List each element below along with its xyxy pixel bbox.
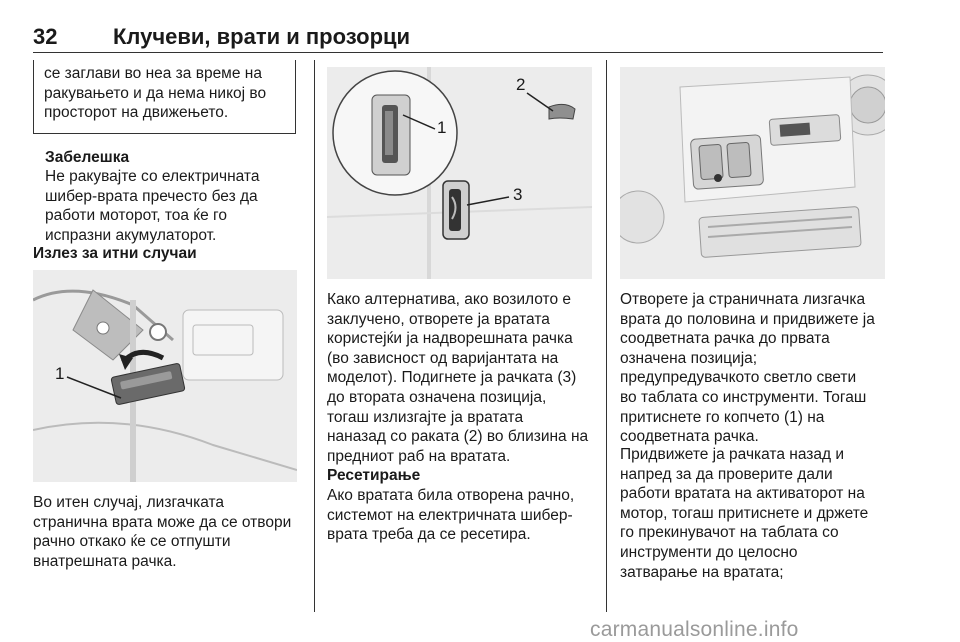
paragraph-line: внатрешната рачка. <box>33 552 177 570</box>
note-line: шибер-врата пречесто без да <box>45 187 258 205</box>
note-line: Не ракувајте со електричната <box>45 168 260 185</box>
column-divider-left <box>314 60 315 612</box>
paragraph-line: (во зависност од варијантата на <box>327 349 559 367</box>
reset-paragraph <box>327 486 607 545</box>
note-body <box>45 167 305 245</box>
warning-line: се заглави во неа за време на <box>44 65 262 82</box>
paragraph-line: странична врата може да се отвори <box>33 513 292 531</box>
note-heading: Забелешка <box>45 149 130 166</box>
section-heading: Излез за итни случаи <box>33 245 197 262</box>
paragraph-line: напред за да проверите дали <box>620 465 833 483</box>
page-header <box>33 24 883 53</box>
paragraph-line: користејќи ја надворешната рачка <box>327 330 573 348</box>
figure-callout-1: 1 <box>55 364 65 383</box>
warning-line: ракувањето и да нема никој во <box>44 84 267 102</box>
paragraph-line: до втората означена позиција, <box>327 388 547 406</box>
emergency-release-illustration <box>33 270 297 482</box>
paragraph-line: наназад со раката (2) во близина на <box>327 428 589 446</box>
page-title: Клучеви, врати и прозорци <box>113 24 411 49</box>
paragraph-line: Ако вратата била отворена рачно, <box>327 487 575 504</box>
paragraph-line: инструменти до целосно <box>620 543 798 561</box>
warning-line: просторот на движењето. <box>44 104 229 122</box>
paragraph-line: соодветната рачка. <box>620 428 759 446</box>
paragraph-line: работи вратата на активаторот на <box>620 485 865 503</box>
watermark: carmanualsonline.info <box>590 618 799 641</box>
figure-callout-3: 3 <box>513 185 523 204</box>
page-number: 32 <box>33 24 58 49</box>
paragraph-line: Како алтернатива, ако возилото е <box>327 291 571 308</box>
door-handle-illustration <box>327 67 592 279</box>
paragraph-line: системот на електричната шибер- <box>327 506 573 524</box>
note-line: работи моторот, тоа ќе го <box>45 207 227 225</box>
instructions-paragraph-2 <box>620 445 900 582</box>
paragraph-line: предупредувачкото светло свети <box>620 369 857 387</box>
paragraph-line: означена позиција; <box>620 349 758 367</box>
paragraph-line: го прекинувачот на таблата со <box>620 524 839 542</box>
paragraph-line: Придвижете ја рачката назад и <box>620 446 845 463</box>
paragraph-line: заклучено, отворете ја вратата <box>327 310 550 328</box>
emergency-release-figure <box>33 270 297 482</box>
note-line: испразни акумулаторот. <box>45 226 217 244</box>
warning-box <box>33 60 296 134</box>
paragraph-line: врата треба да се ресетира. <box>327 526 531 544</box>
paragraph-line: затварање на вратата; <box>620 563 784 581</box>
paragraph-line: моделот). Подигнете ја рачката (3) <box>327 369 577 387</box>
paragraph-line: тогаш излизгајте ја вратата <box>327 408 524 426</box>
paragraph-line: врата до половина и придвижете ја <box>620 310 875 328</box>
dashboard-figure <box>620 67 885 279</box>
paragraph-line: мотор, тогаш притиснете и држете <box>620 504 869 522</box>
emergency-paragraph <box>33 493 313 571</box>
paragraph-line: соодветната рачка до првата <box>620 330 830 348</box>
paragraph-line: во таблата со инструменти. Тогаш <box>620 388 867 406</box>
reset-heading: Ресетирање <box>327 467 421 484</box>
dashboard-illustration <box>620 67 885 279</box>
paragraph-line: Отворете ја страничната лизгачка <box>620 291 866 308</box>
figure-callout-1: 1 <box>437 118 447 137</box>
paragraph-line: Во итен случај, лизгачката <box>33 494 225 511</box>
paragraph-line: рачно откако ќе се отпушти <box>33 533 231 551</box>
door-handle-figure <box>327 67 592 279</box>
paragraph-line: предниот раб на вратата. <box>327 447 511 465</box>
alternative-paragraph <box>327 290 607 466</box>
paragraph-line: притиснете го копчето (1) на <box>620 408 825 426</box>
figure-callout-2: 2 <box>516 75 526 94</box>
instructions-paragraph-1 <box>620 290 900 447</box>
